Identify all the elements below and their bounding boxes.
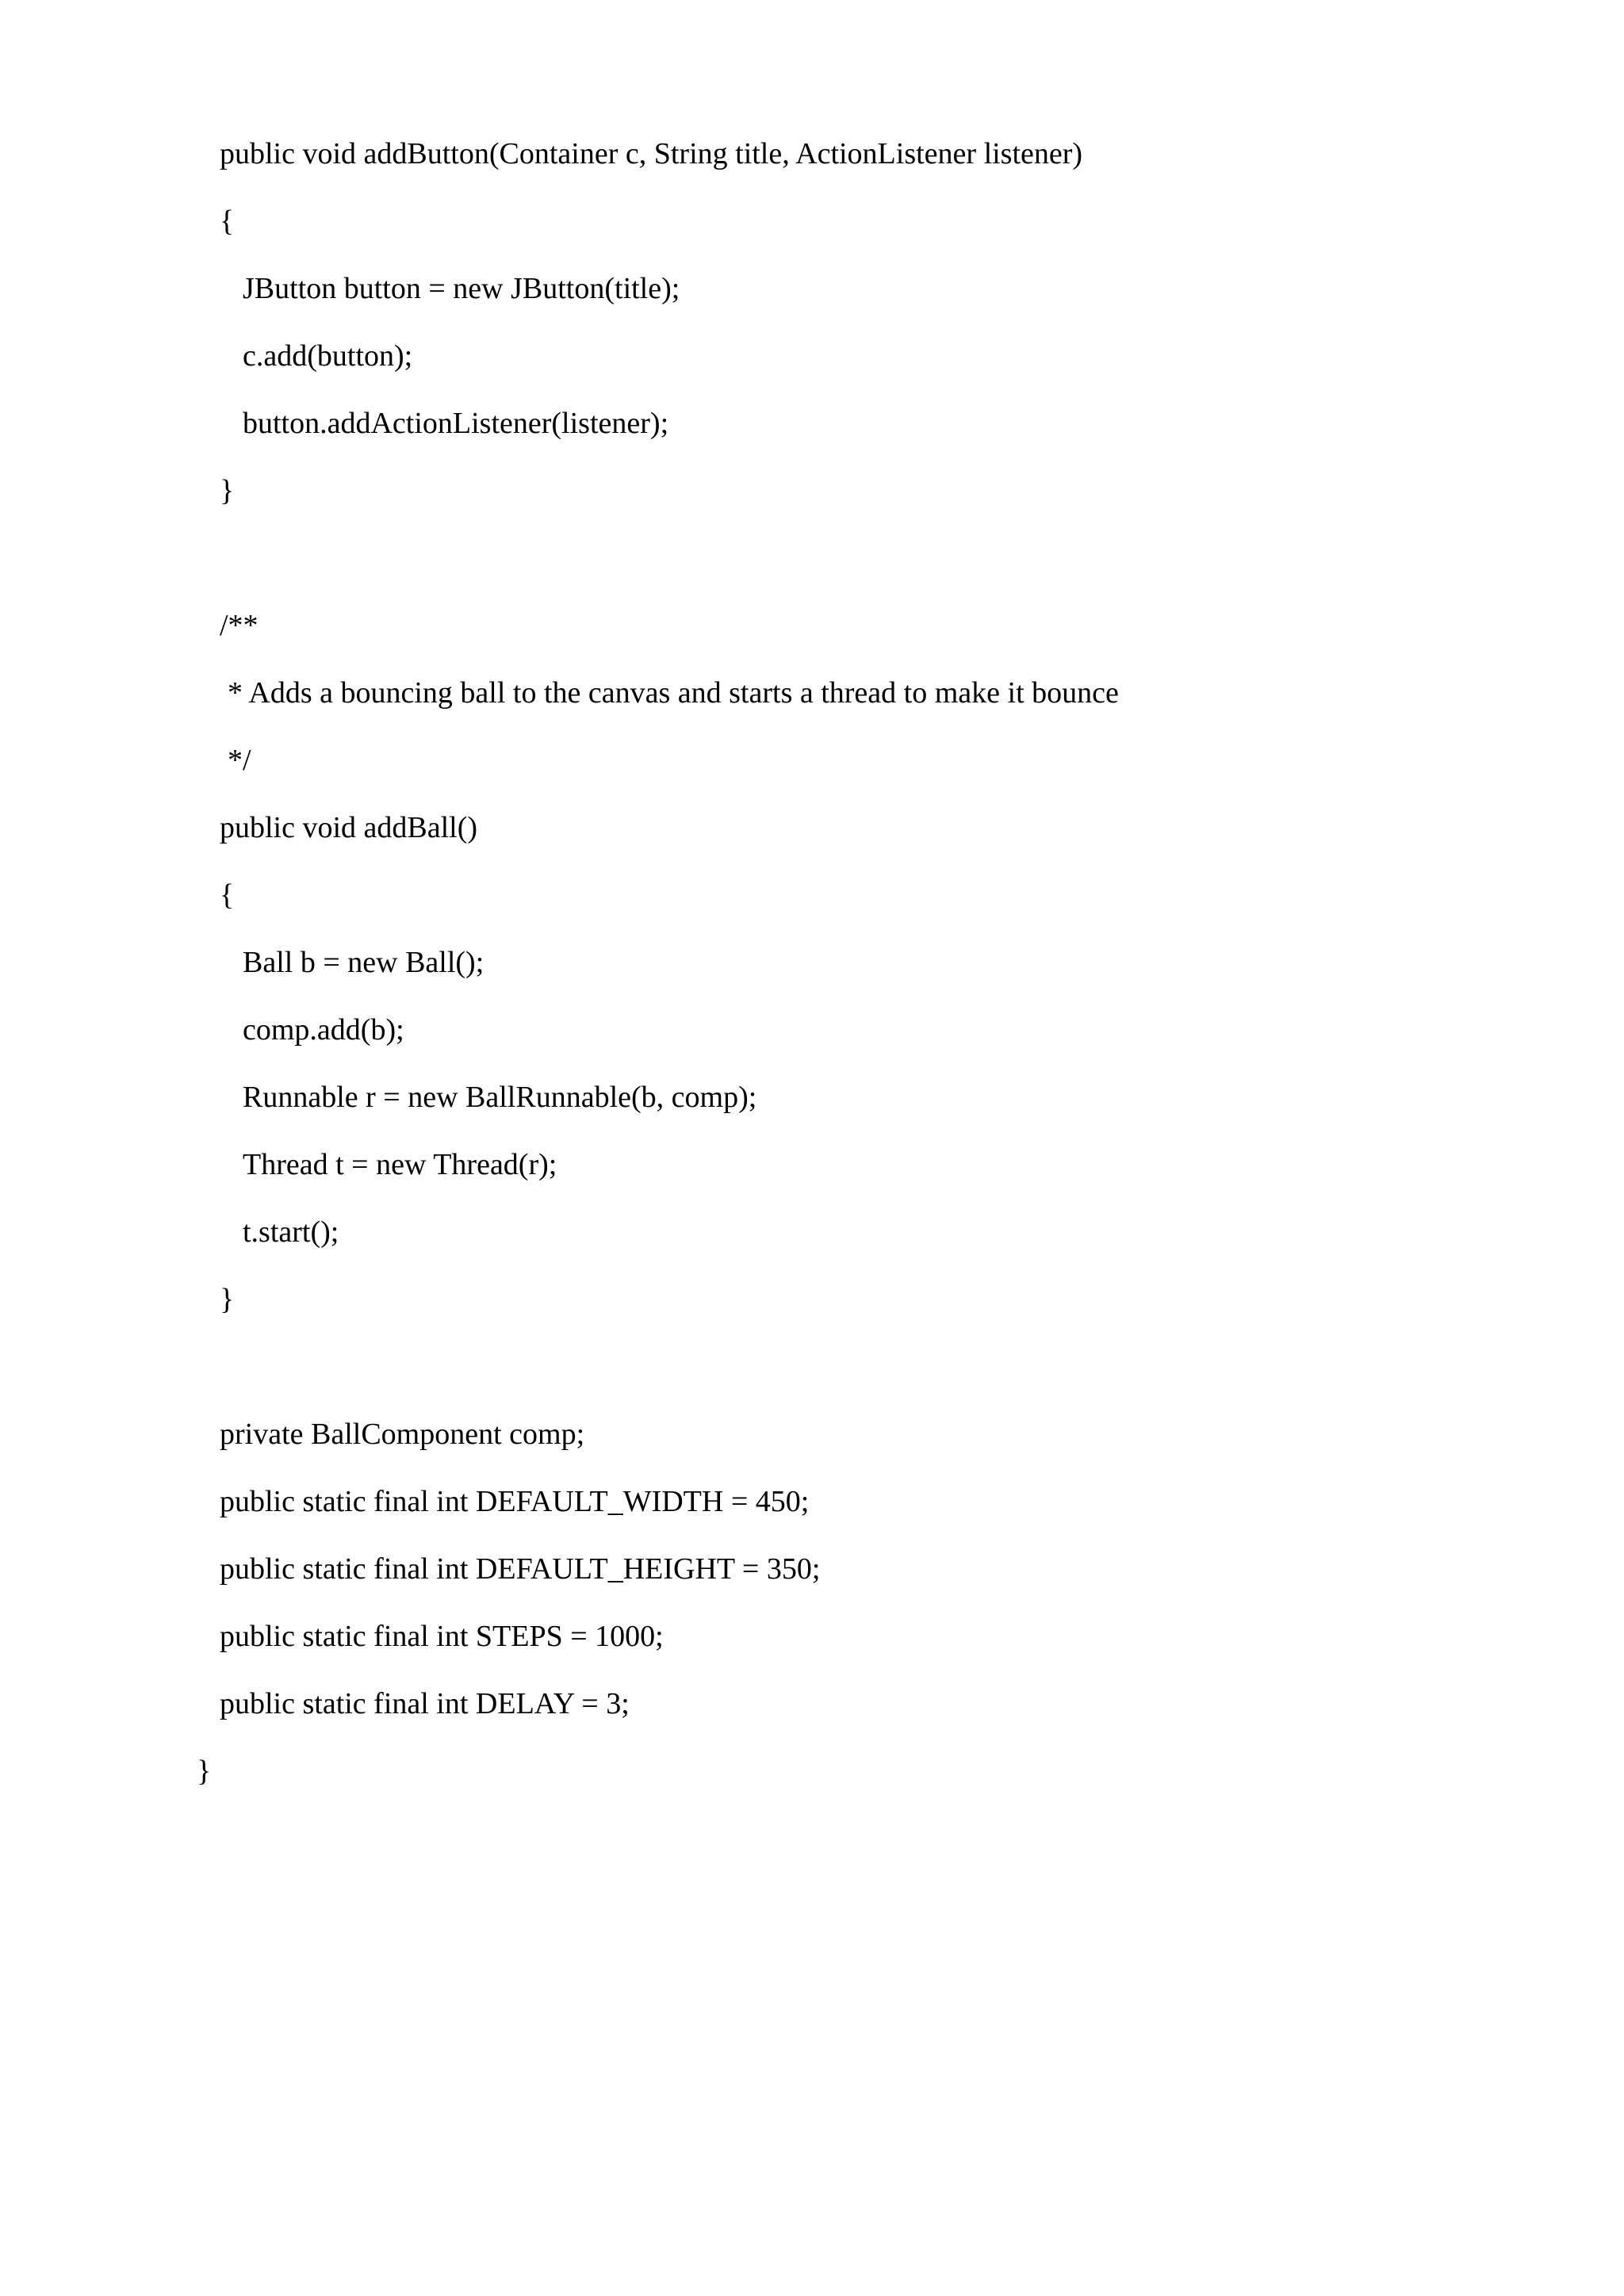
code-line-close-brace: } — [220, 1283, 235, 1316]
code-line-jbutton-create: JButton button = new JButton(title); — [243, 272, 680, 305]
code-line-class-close-brace: } — [197, 1755, 212, 1788]
code-line-open-brace: { — [220, 205, 235, 238]
code-line-steps: public static final int STEPS = 1000; — [220, 1620, 664, 1653]
code-line-thread-start: t.start(); — [243, 1215, 339, 1249]
code-line-add-action-listener: button.addActionListener(listener); — [243, 407, 669, 440]
code-line-default-width: public static final int DEFAULT_WIDTH = 450; — [220, 1485, 810, 1518]
code-line-delay: public static final int DELAY = 3; — [220, 1687, 630, 1720]
code-line-comment-end: */ — [228, 744, 251, 777]
code-line-default-height: public static final int DEFAULT_HEIGHT = 350; — [220, 1552, 821, 1586]
code-line-comp-add: comp.add(b); — [243, 1013, 404, 1047]
code-line-add-button-signature: public void addButton(Container c, String title, ActionListener listener) — [220, 137, 1083, 170]
code-line-comp-field: private BallComponent comp; — [220, 1418, 585, 1451]
code-line-runnable-create: Runnable r = new BallRunnable(b, comp); — [243, 1081, 757, 1114]
code-line-thread-create: Thread t = new Thread(r); — [243, 1148, 557, 1181]
code-line-comment-start: /** — [220, 609, 259, 642]
code-line-close-brace: } — [220, 474, 235, 507]
code-line-add-ball-signature: public void addBall() — [220, 811, 478, 844]
code-line-ball-create: Ball b = new Ball(); — [243, 946, 485, 979]
code-line-open-brace: { — [220, 878, 235, 912]
code-line-container-add: c.add(button); — [243, 339, 413, 373]
code-line-comment-body: * Adds a bouncing ball to the canvas and starts a thread to make it bounce — [228, 676, 1119, 710]
